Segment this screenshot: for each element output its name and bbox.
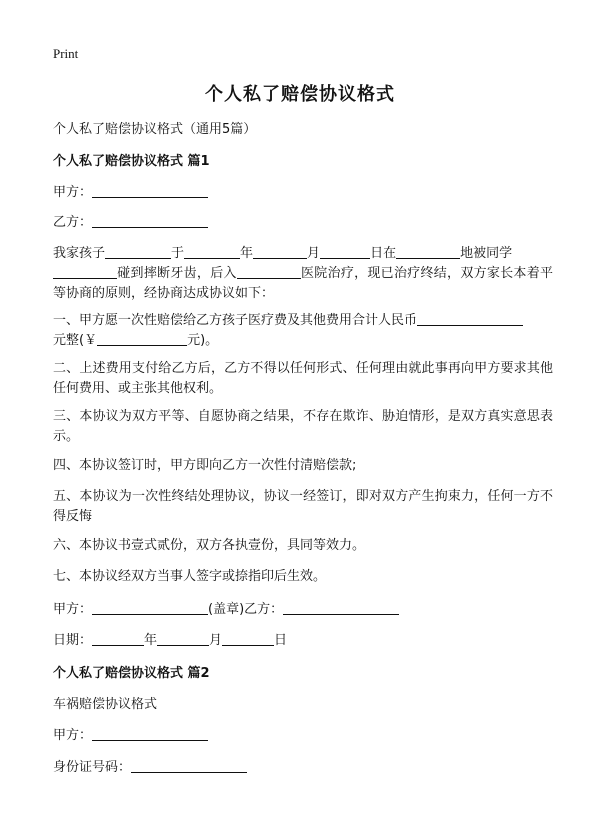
blank <box>320 244 370 259</box>
intro-text: 于 <box>171 246 185 261</box>
signature-line <box>53 600 553 620</box>
sign-b-blank <box>283 600 399 615</box>
id-number-blank <box>131 758 247 773</box>
intro-text: 月 <box>307 246 321 261</box>
seal-label: (盖章)乙方： <box>208 602 284 617</box>
item-6: 六、本协议书壹式贰份，双方各执壹份，具同等效力。 <box>53 538 366 553</box>
date-label: 日期： <box>53 633 93 648</box>
month-label: 月 <box>209 633 223 648</box>
amount-blank <box>417 311 523 326</box>
intro-text: 年 <box>240 246 254 261</box>
item-2: 二、上述费用支付给乙方后，乙方不得以任何形式、任何理由就此事再向甲方要求其他任何费用、或主张其他权利。 <box>53 361 553 396</box>
year-blank <box>92 631 144 646</box>
blank <box>396 244 460 259</box>
sign-a-blank <box>92 600 208 615</box>
item-1 <box>53 311 553 351</box>
intro-text: 地被同学 <box>460 246 513 261</box>
party-a-blank <box>92 183 208 198</box>
item-1-text: 元)。 <box>187 333 219 348</box>
section2-party-a-blank <box>92 726 208 741</box>
year-label: 年 <box>144 633 158 648</box>
section2-party-a-label: 甲方： <box>53 728 93 743</box>
party-a-label: 甲方： <box>53 185 93 200</box>
intro-text: 日在 <box>370 246 397 261</box>
intro-text: 医院治疗，现已治疗终结，双方家长本着平等协商的原则，经协商达成协议如下： <box>53 266 553 301</box>
item-7: 七、本协议经双方当事人签字或捺指印后生效。 <box>53 569 327 584</box>
id-number-label: 身份证号码： <box>53 760 132 775</box>
blank <box>53 264 117 279</box>
party-b-line <box>53 213 553 233</box>
day-blank <box>222 631 274 646</box>
date-line <box>53 631 553 651</box>
section2-party-a-line <box>53 726 553 746</box>
blank <box>184 244 240 259</box>
day-label: 日 <box>274 633 288 648</box>
document-title: 个人私了赔偿协议格式 <box>205 84 395 105</box>
blank <box>253 244 307 259</box>
month-blank <box>157 631 209 646</box>
item-1-text: 一、甲方愿一次性赔偿给乙方孩子医疗费及其他费用合计人民币 <box>53 313 418 328</box>
blank <box>105 244 171 259</box>
amount-digits-blank <box>97 331 187 346</box>
blank <box>237 264 301 279</box>
item-1-text: 元整(￥ <box>53 333 98 348</box>
item-3: 三、本协议为双方平等、自愿协商之结果，不存在欺诈、胁迫情形，是双方真实意思表示。 <box>53 409 553 444</box>
party-b-label: 乙方： <box>53 215 93 230</box>
section1-heading: 个人私了赔偿协议格式 篇1 <box>53 154 210 169</box>
sign-a-label: 甲方： <box>53 602 93 617</box>
item-5: 五、本协议为一次性终结处理协议，协议一经签订，即对双方产生拘束力，任何一方不得反悔 <box>53 489 553 524</box>
party-a-line <box>53 183 553 203</box>
intro-paragraph <box>53 244 553 304</box>
intro-text: 碰到摔断牙齿，后入 <box>117 266 237 281</box>
intro-text: 我家孩子 <box>53 246 106 261</box>
print-link[interactable]: Print <box>53 46 79 61</box>
section2-subheading: 车祸赔偿协议格式 <box>53 697 158 712</box>
item-4: 四、本协议签订时，甲方即向乙方一次性付清赔偿款; <box>53 458 357 473</box>
party-b-blank <box>92 213 208 228</box>
id-number-line <box>53 758 553 778</box>
section2-heading: 个人私了赔偿协议格式 篇2 <box>53 666 210 681</box>
document-subtitle: 个人私了赔偿协议格式（通用5篇） <box>53 122 257 137</box>
